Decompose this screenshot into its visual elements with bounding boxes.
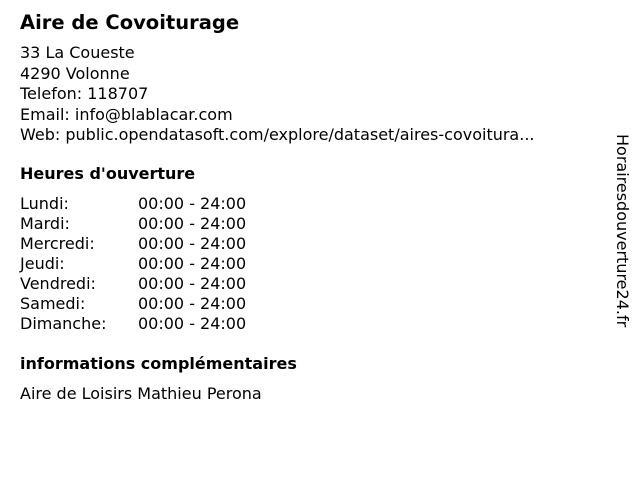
hours-row-tuesday <box>20 214 246 234</box>
site-watermark: Horairesdouverture24.fr <box>613 134 632 328</box>
time-range: 00:00 - 24:00 <box>138 274 247 293</box>
time-range: 00:00 - 24:00 <box>138 194 247 213</box>
web-line: Web: public.opendatasoft.com/explore/dataset/aires-covoitura... <box>20 125 535 144</box>
time-range: 00:00 - 24:00 <box>138 294 247 313</box>
hours-row-monday <box>20 194 246 214</box>
time-range: 00:00 - 24:00 <box>138 234 247 253</box>
time-range: 00:00 - 24:00 <box>138 254 247 273</box>
hours-row-saturday <box>20 294 246 314</box>
day-label: Lundi: <box>20 194 69 213</box>
info-heading: informations complémentaires <box>20 354 297 373</box>
time-range: 00:00 - 24:00 <box>138 214 247 233</box>
day-label: Mardi: <box>20 214 70 233</box>
info-text: Aire de Loisirs Mathieu Perona <box>20 384 262 403</box>
hours-row-friday <box>20 274 246 294</box>
day-label: Mercredi: <box>20 234 95 253</box>
contact-block <box>20 43 535 146</box>
day-label: Samedi: <box>20 294 86 313</box>
hours-row-wednesday <box>20 234 246 254</box>
phone-line: Telefon: 118707 <box>20 84 149 103</box>
street-address: 33 La Coueste <box>20 43 135 62</box>
hours-row-sunday <box>20 314 246 334</box>
city-address: 4290 Volonne <box>20 63 130 83</box>
time-range: 00:00 - 24:00 <box>138 314 247 333</box>
hours-heading: Heures d'ouverture <box>20 164 196 183</box>
day-label: Vendredi: <box>20 274 96 293</box>
hours-table <box>20 194 246 334</box>
hours-row-thursday <box>20 254 246 274</box>
place-title: Aire de Covoiturage <box>20 11 240 34</box>
day-label: Jeudi: <box>20 254 65 273</box>
email-line: Email: info@blablacar.com <box>20 104 233 124</box>
day-label: Dimanche: <box>20 314 107 333</box>
